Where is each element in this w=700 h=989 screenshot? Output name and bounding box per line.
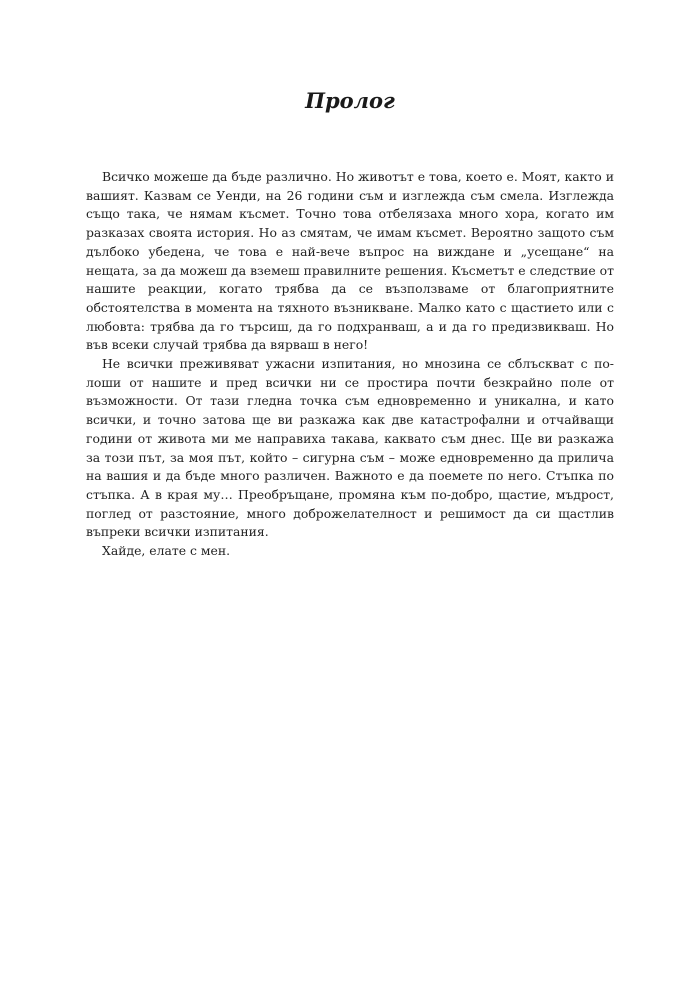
paragraph-3: Хайде, елате с мен.	[102, 543, 231, 559]
chapter-title: Пролог	[305, 88, 395, 113]
paragraph-1: Всичко можеше да бъде различно. Но животът е това, което е. Моят, както и вашият. Казвам се Уенди, на 26 години съм и изглежда съм смела. Изглежда също така, че нямам късмет. Точно това отбелязаха много хора, когато им разказах своята история. Но аз смятам, че имам късмет. Вероятно защото съм дълбоко убедена, че това е най-вече въпрос на виждане и „усещане“ на нещата, за да можеш да вземеш правилните решения. Късметът е следствие от нашите реакции, когато трябва да се възползваме от благоприятните обстоятелства в момента на тяхното възникване. Малко като с щастието или с любовта: трябва да го търсиш, да го подхранваш, а и да го предизвикваш. Но във всеки случай трябва да вярваш в него!	[86, 169, 614, 353]
paragraph-2: Не всички преживяват ужасни изпитания, но мнозина се сблъскват с по-лоши от нашите и пред всички ни се простира почти безкрайно поле от възможности. От тази гледна точка съм едновременно и уникална, и като всички, и точно затова ще ви разкажа как две катастрофални и отчайващи години от живота ми ме направиха такава, каквато съм днес. Ще ви разкажа за този път, за моя път, който – сигурна съм – може едновременно да прилича на вашия и да бъде много различен. Важното е да поемете по него. Стъпка по стъпка. А в края му… Преобръщане, промяна към по-добро, щастие, мъдрост, поглед от разстояние, много доброжелателност и решимост да си щастлив въпреки всички изпитания.	[86, 356, 614, 540]
chapter-body	[86, 168, 614, 561]
